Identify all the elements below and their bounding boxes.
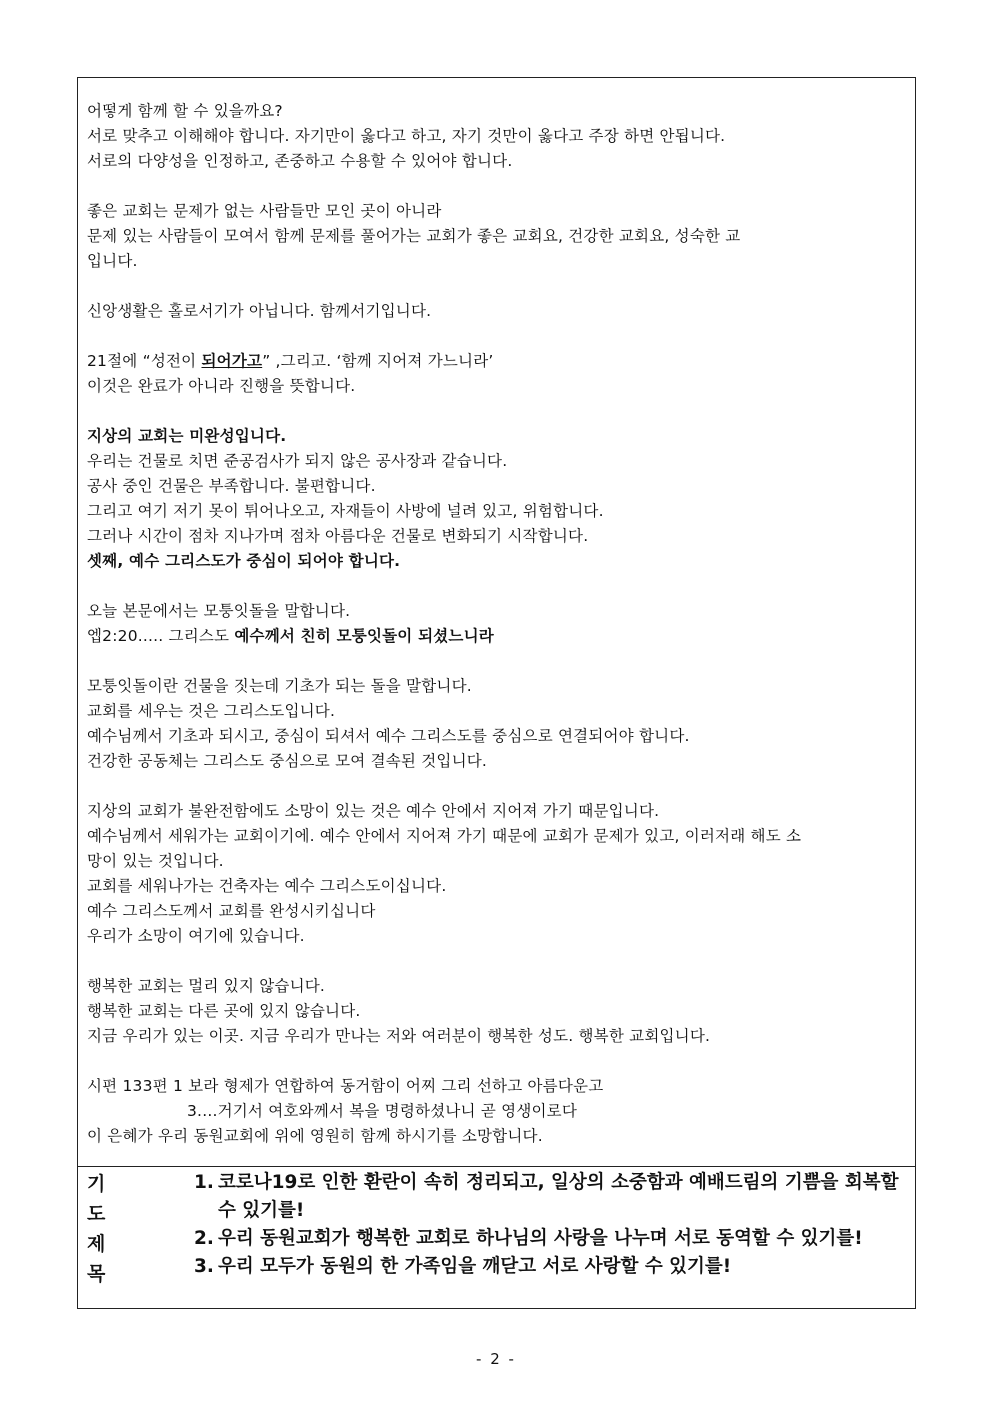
prayer-topics-list — [194, 1169, 905, 1281]
blank-line — [87, 399, 907, 424]
blank-line — [87, 574, 907, 599]
sermon-body — [78, 78, 915, 1166]
text-line: 건강한 공동체는 그리스도 중심으로 모여 결속된 것입니다. — [87, 752, 488, 770]
blank-line — [87, 949, 907, 974]
bold-heading-incomplete-church: 지상의 교회는 미완성입니다. — [87, 427, 287, 445]
text-line: 서로 맞추고 이해해야 합니다. 자기만이 옳다고 하고, 자기 것만이 옳다고 주장 하면 안됩니다. — [87, 127, 726, 145]
label-char: 제 — [87, 1233, 106, 1255]
text-line: 예수님께서 기초과 되시고, 중심이 되셔서 예수 그리스도를 중심으로 연결되어야 합니다. — [87, 727, 690, 745]
text-line: 망이 있는 것입니다. — [87, 852, 224, 870]
prayer-item-number: 1. — [194, 1172, 214, 1193]
text-line: 우리는 건물로 치면 준공검사가 되지 않은 공사장과 같습니다. — [87, 452, 508, 470]
blank-line — [87, 649, 907, 674]
blank-line — [87, 774, 907, 799]
prayer-item-text: 우리 모두가 동원의 한 가족임을 깨닫고 서로 사랑할 수 있기를! — [218, 1256, 732, 1277]
document-frame — [77, 77, 916, 1309]
label-char: 도 — [87, 1203, 106, 1225]
ephesians-ref: 엡2:20..... 그리스도 — [87, 627, 235, 645]
text-line: 예수 그리스도께서 교회를 완성시키십니다 — [87, 902, 376, 920]
text-line: 예수님께서 세워가는 교회이기에. 예수 안에서 지어져 가기 때문에 교회가 문제가 있고, 이러저래 해도 소 — [87, 827, 802, 845]
line-group-3 — [87, 449, 907, 549]
label-char: 기 — [87, 1173, 106, 1195]
text-line: 신앙생활은 홀로서기가 아닙니다. 함께서기입니다. — [87, 302, 432, 320]
verse-21-pre: 21절에 “성전이 — [87, 352, 202, 370]
prayer-topics-label — [87, 1169, 177, 1289]
blank-line — [87, 174, 907, 199]
bold-heading-third-point: 셋째, 예수 그리스도가 중심이 되어야 합니다. — [87, 552, 401, 570]
text-line: 교회를 세워나가는 건축자는 예수 그리스도이십니다. — [87, 877, 447, 895]
prayer-item — [194, 1225, 905, 1253]
prayer-topics-section — [78, 1166, 915, 1308]
line-group-1 — [87, 99, 907, 349]
text-line: 좋은 교회는 문제가 없는 사람들만 모인 곳이 아니라 — [87, 202, 442, 220]
text-line: 모퉁잇돌이란 건물을 짓는데 기초가 되는 돌을 말합니다. — [87, 677, 472, 695]
text-line: 행복한 교회는 다른 곳에 있지 않습니다. — [87, 1002, 361, 1020]
text-line: 서로의 다양성을 인정하고, 존중하고 수용할 수 있어야 합니다. — [87, 152, 513, 170]
closing-line: 이 은혜가 우리 동원교회에 위에 영원히 함께 하시기를 소망합니다. — [87, 1127, 543, 1145]
prayer-item — [194, 1253, 905, 1281]
text-line: 그러나 시간이 점차 지나가며 점차 아름다운 건물로 변화되기 시작합니다. — [87, 527, 589, 545]
verse-21-line — [87, 349, 907, 374]
text-line: 행복한 교회는 멀리 있지 않습니다. — [87, 977, 326, 995]
blank-line — [87, 274, 907, 299]
text-line: 그리고 여기 저기 못이 튀어나오고, 자재들이 사방에 널려 있고, 위험합니다. — [87, 502, 604, 520]
blank-line — [87, 1049, 907, 1074]
prayer-item — [194, 1169, 905, 1225]
blank-line — [87, 324, 907, 349]
text-line: 교회를 세우는 것은 그리스도입니다. — [87, 702, 336, 720]
prayer-item-text: 코로나19로 인한 환란이 속히 정리되고, 일상의 소중함과 예배드림의 기쁨을 회복할 수 있기를! — [218, 1172, 899, 1221]
text-line: 문제 있는 사람들이 모여서 함께 문제를 풀어가는 교회가 좋은 교회요, 건강한 교회요, 성숙한 교 — [87, 227, 741, 245]
line-group-4 — [87, 574, 907, 624]
psalm-verse-3: 3....거기서 여호와께서 복을 명령하셨나니 곧 영생이로다 — [187, 1102, 578, 1120]
text-line: 지금 우리가 있는 이곳. 지금 우리가 만나는 저와 여러분이 행복한 성도. 행복한 교회입니다. — [87, 1027, 711, 1045]
line-group-5 — [87, 649, 907, 1099]
prayer-item-number: 2. — [194, 1228, 214, 1249]
ephesians-quote: 예수께서 친히 모퉁잇돌이 되셨느니라 — [234, 627, 494, 645]
prayer-item-number: 3. — [194, 1256, 214, 1277]
text-line: 시편 133편 1 보라 형제가 연합하여 동거함이 어찌 그리 선하고 아름다운고 — [87, 1077, 604, 1095]
verse-21-post: ” ,그리고. ‘함께 지어져 가느니라’ — [262, 352, 494, 370]
text-line: 입니다. — [87, 252, 138, 270]
verse-21-underlined: 되어가고 — [201, 352, 263, 370]
page-number: - 2 - — [476, 1350, 516, 1368]
ephesians-line — [87, 624, 907, 649]
text-line: 우리가 소망이 여기에 있습니다. — [87, 927, 305, 945]
text-line: 이것은 완료가 아니라 진행을 뜻합니다. — [87, 377, 356, 395]
text-line: 공사 중인 건물은 부족합니다. 불편합니다. — [87, 477, 376, 495]
text-line: 오늘 본문에서는 모퉁잇돌을 말합니다. — [87, 602, 351, 620]
text-line: 어떻게 함께 할 수 있을까요? — [87, 102, 283, 120]
label-char: 목 — [87, 1263, 106, 1285]
prayer-item-text: 우리 동원교회가 행복한 교회로 하나님의 사랑을 나누며 서로 동역할 수 있기를! — [218, 1228, 863, 1249]
text-line: 지상의 교회가 불완전함에도 소망이 있는 것은 예수 안에서 지어져 가기 때문입니다. — [87, 802, 660, 820]
line-group-2 — [87, 374, 907, 424]
